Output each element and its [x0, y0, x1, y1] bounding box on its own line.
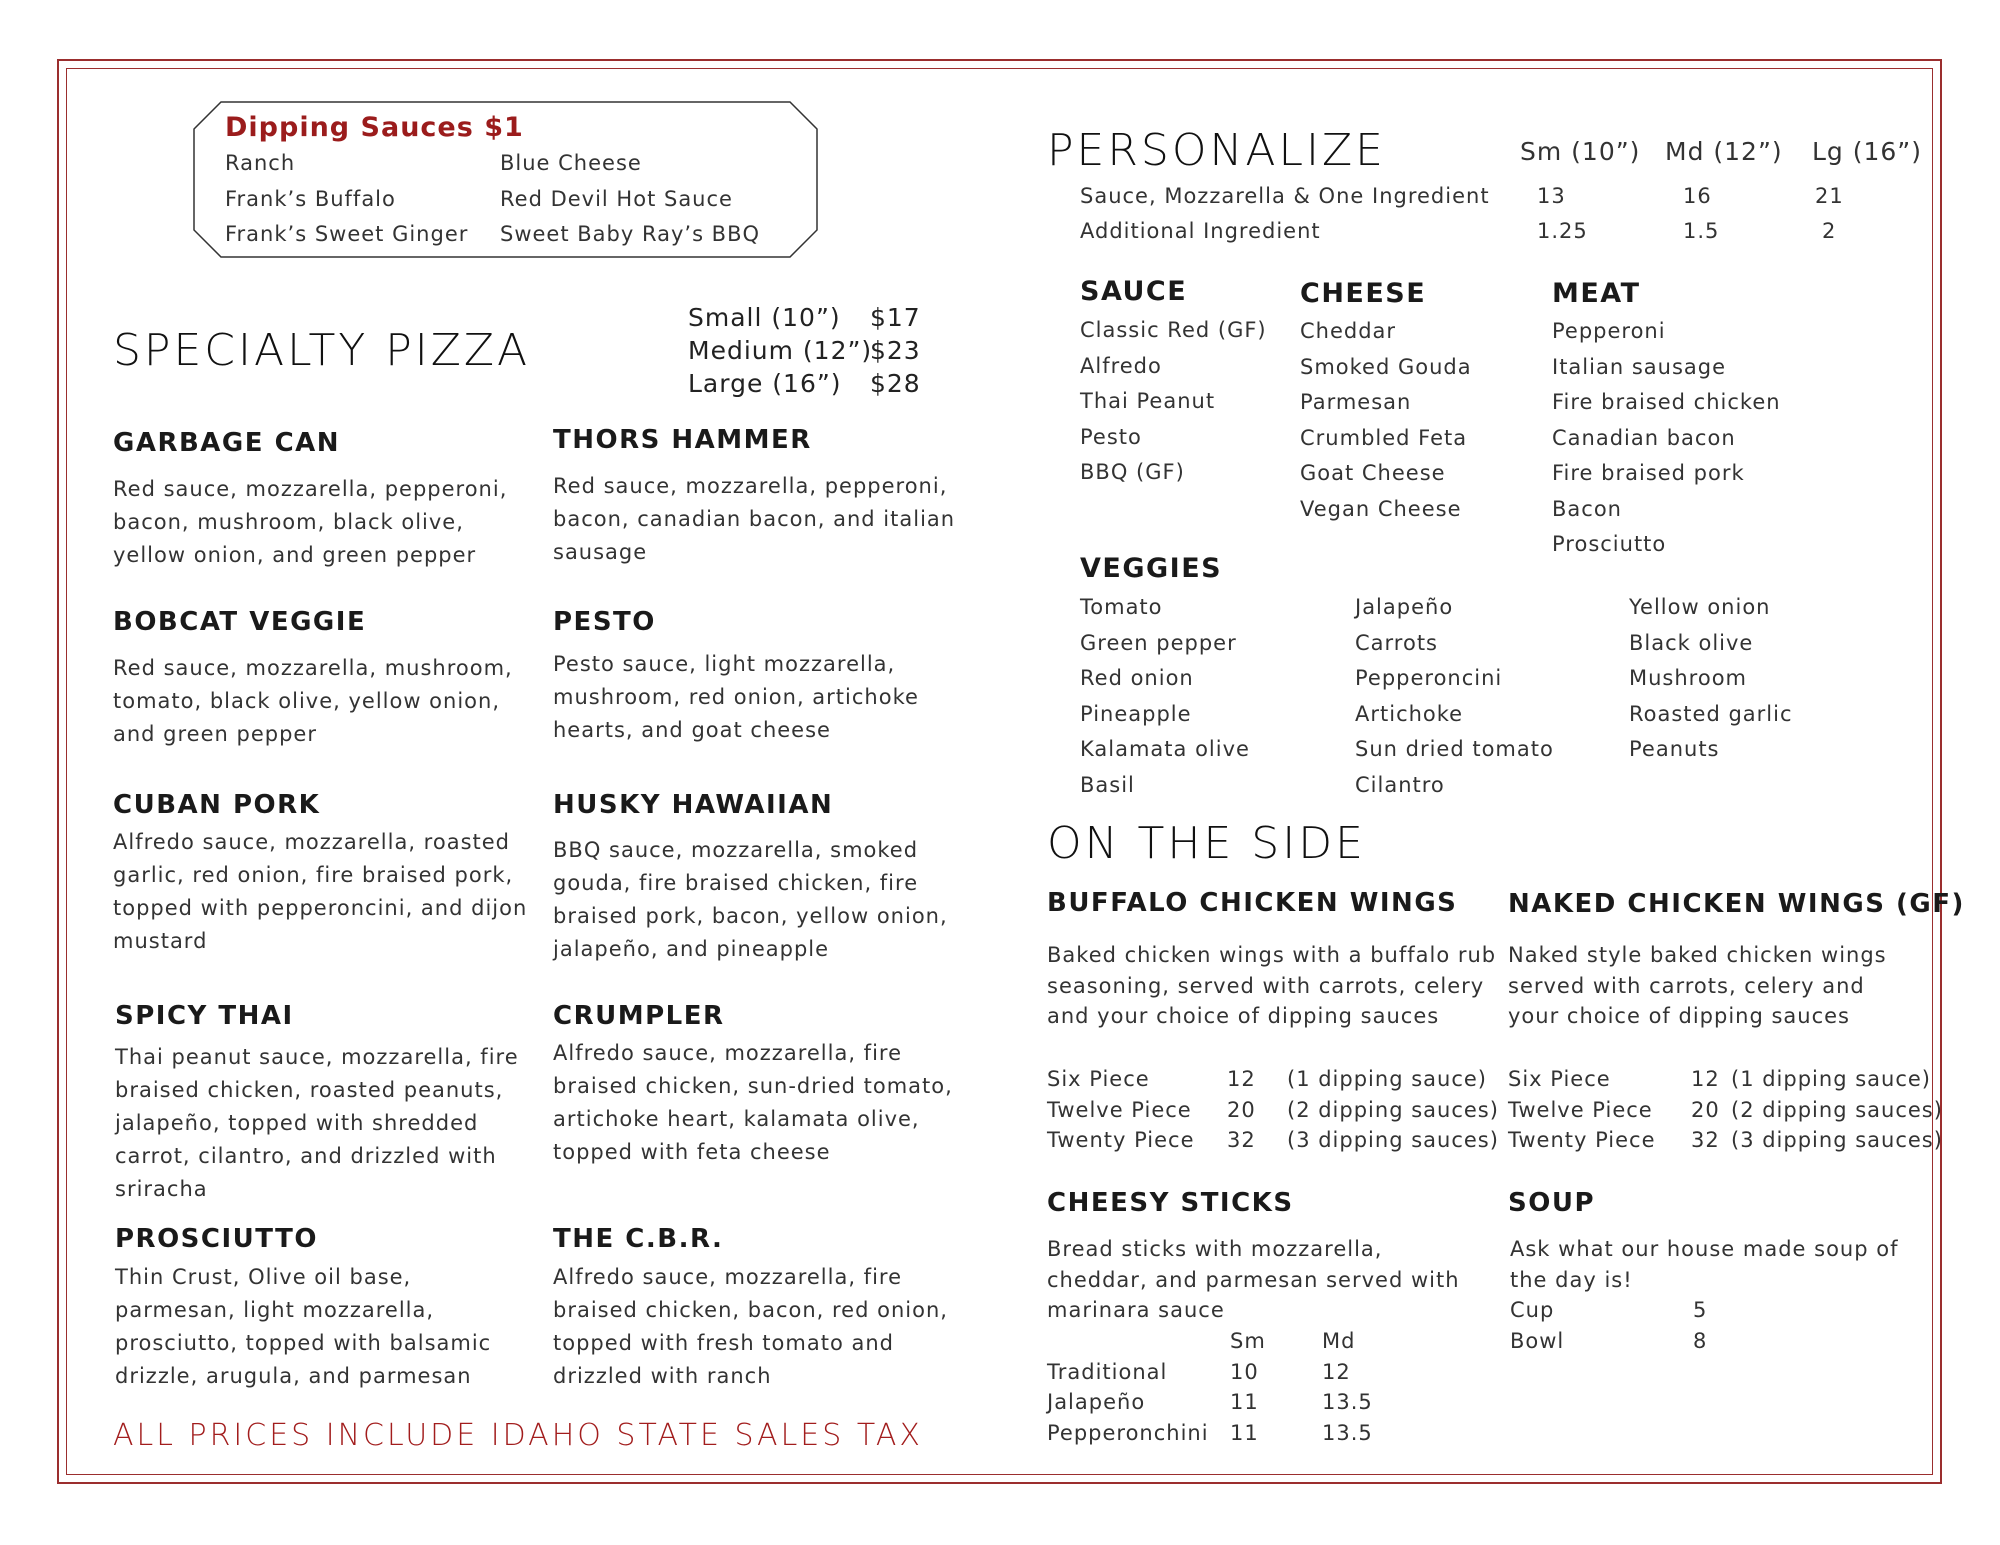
- dipping-sauce-item: Ranch: [225, 151, 296, 175]
- price-value: 20: [1227, 1097, 1256, 1122]
- price-value: 10: [1230, 1359, 1259, 1384]
- veggies-list: [1629, 590, 1793, 768]
- pizza-description: BBQ sauce, mozzarella, smoked gouda, fire braised chicken, fire braised pork, bacon, yellow onion, jalapeño, and pineapple: [553, 838, 948, 961]
- personalize-price: 16: [1683, 184, 1712, 208]
- price-note: (3 dipping sauces): [1287, 1128, 1499, 1152]
- veggie-item: Artichoke: [1355, 701, 1464, 726]
- sauce-item: Thai Peanut: [1080, 389, 1216, 413]
- size-price: $28: [870, 369, 921, 398]
- sauce-item: Pesto: [1080, 424, 1142, 449]
- veggie-item: Tomato: [1080, 595, 1163, 619]
- dipping-sauce-item: Frank’s Sweet Ginger: [225, 222, 469, 246]
- pizza-description: Pesto sauce, light mozzarella, mushroom, red onion, artichoke hearts, and goat cheese: [553, 652, 919, 742]
- veggie-item: Carrots: [1355, 630, 1438, 655]
- pizza-name: CRUMPLER: [553, 1001, 725, 1031]
- dipping-sauce-item: Red Devil Hot Sauce: [500, 187, 733, 211]
- price-label: Twelve Piece: [1047, 1097, 1192, 1122]
- pizza-description: Alfredo sauce, mozzarella, fire braised chicken, bacon, red onion, topped with fresh tomato and drizzled with ranch: [553, 1265, 948, 1388]
- side-item-name: CHEESY STICKS: [1047, 1188, 1294, 1218]
- tax-note: ALL PRICES INCLUDE IDAHO STATE SALES TAX: [113, 1418, 923, 1453]
- meat-list: [1552, 314, 1781, 563]
- cheesy-sticks-prices: [1047, 1326, 1373, 1448]
- meat-item: Pepperoni: [1552, 319, 1666, 343]
- price-value: 12: [1227, 1067, 1256, 1091]
- veggies-list: [1355, 590, 1554, 803]
- veggie-item: Jalapeño: [1355, 595, 1454, 619]
- meat-item: Italian sausage: [1552, 354, 1726, 379]
- naked-wings-prices: [1508, 1064, 1943, 1156]
- veggie-item: Black olive: [1629, 630, 1754, 655]
- veggies-heading: VEGGIES: [1080, 553, 1223, 584]
- price-note: (3 dipping sauces): [1731, 1128, 1943, 1152]
- price-value: 12: [1691, 1067, 1720, 1091]
- pizza-description: Thin Crust, Olive oil base, parmesan, light mozzarella, prosciutto, topped with balsamic drizzle, arugula, and parmesan: [115, 1265, 492, 1388]
- pizza-description: Alfredo sauce, mozzarella, fire braised chicken, sun-dried tomato, artichoke heart, kalamata olive, topped with feta cheese: [553, 1041, 953, 1164]
- personalize-price: 2: [1822, 219, 1837, 243]
- price-note: (1 dipping sauce): [1287, 1067, 1487, 1091]
- veggie-item: Pepperoncini: [1355, 666, 1503, 690]
- cheese-item: Crumbled Feta: [1300, 425, 1468, 450]
- veggie-item: Kalamata olive: [1080, 737, 1250, 761]
- side-item-description: Ask what our house made soup of the day is!: [1510, 1237, 1899, 1292]
- price-label: Cup: [1510, 1298, 1555, 1322]
- veggie-item: Green pepper: [1080, 630, 1237, 655]
- price-label: Traditional: [1047, 1359, 1168, 1384]
- meat-item: Fire braised pork: [1552, 461, 1745, 485]
- cheese-heading: CHEESE: [1300, 278, 1427, 309]
- sauce-list: [1080, 313, 1267, 491]
- price-value: 13.5: [1322, 1390, 1373, 1414]
- price-value: 8: [1693, 1328, 1708, 1353]
- price-value: 32: [1227, 1128, 1256, 1152]
- dipping-sauce-item: Frank’s Buffalo: [225, 187, 396, 211]
- price-value: 13.5: [1322, 1420, 1373, 1445]
- price-label: Six Piece: [1047, 1067, 1150, 1091]
- soup-prices: [1510, 1295, 1707, 1356]
- pizza-description: Red sauce, mozzarella, pepperoni, bacon, mushroom, black olive, yellow onion, and green pepper: [113, 477, 508, 567]
- cheese-item: Smoked Gouda: [1300, 354, 1472, 379]
- personalize-price: 13: [1537, 184, 1566, 208]
- pizza-name: GARBAGE CAN: [113, 428, 341, 458]
- price-label: Pepperonchini: [1047, 1420, 1209, 1445]
- personalize-price: 21: [1815, 184, 1844, 208]
- price-value: 5: [1693, 1298, 1708, 1322]
- veggie-item: Basil: [1080, 772, 1135, 797]
- specialty-pizza-title: SPECIALTY PIZZA: [113, 325, 531, 376]
- cheese-list: [1300, 314, 1472, 527]
- on-the-side-title: ON THE SIDE: [1047, 818, 1366, 869]
- price-label: Twenty Piece: [1047, 1128, 1195, 1152]
- price-header: Sm: [1230, 1329, 1266, 1353]
- veggie-item: Cilantro: [1355, 772, 1445, 797]
- pizza-name: BOBCAT VEGGIE: [113, 607, 367, 637]
- veggie-item: Mushroom: [1629, 666, 1748, 690]
- dipping-sauce-item: Sweet Baby Ray’s BBQ: [500, 222, 761, 246]
- pizza-name: CUBAN PORK: [113, 790, 321, 820]
- side-item-description: Bread sticks with mozzarella, cheddar, and parmesan served with marinara sauce: [1047, 1237, 1460, 1322]
- pizza-name: THE C.B.R.: [553, 1224, 724, 1254]
- price-value: 12: [1322, 1359, 1351, 1384]
- side-item-description: Naked style baked chicken wings served with carrots, celery and your choice of dipping sauces: [1508, 943, 1887, 1028]
- pizza-name: SPICY THAI: [115, 1001, 294, 1031]
- meat-item: Fire braised chicken: [1552, 390, 1781, 414]
- price-note: (1 dipping sauce): [1731, 1067, 1931, 1091]
- price-value: 11: [1230, 1420, 1259, 1445]
- price-value: 11: [1230, 1390, 1259, 1414]
- veggies-list: [1080, 590, 1250, 803]
- pizza-name: HUSKY HAWAIIAN: [553, 790, 834, 820]
- cheese-item: Cheddar: [1300, 319, 1397, 343]
- pizza-description: Red sauce, mozzarella, mushroom, tomato, black olive, yellow onion, and green pepper: [113, 656, 513, 746]
- size-price: $17: [870, 303, 921, 332]
- meat-item: Bacon: [1552, 496, 1622, 521]
- price-label: Bowl: [1510, 1328, 1565, 1353]
- sauce-heading: SAUCE: [1080, 276, 1188, 307]
- pizza-name: PROSCIUTTO: [115, 1224, 318, 1254]
- side-item-name: NAKED CHICKEN WINGS (GF): [1508, 889, 1965, 919]
- price-label: Twelve Piece: [1508, 1097, 1653, 1122]
- personalize-size-header: Sm (10”): [1520, 137, 1641, 166]
- personalize-title: PERSONALIZE: [1047, 125, 1386, 176]
- sauce-item: Alfredo: [1080, 353, 1162, 378]
- side-item-name: SOUP: [1508, 1188, 1595, 1218]
- size-label: Medium (12”): [688, 336, 873, 365]
- personalize-row-label: Additional Ingredient: [1080, 219, 1321, 243]
- veggie-item: Pineapple: [1080, 701, 1192, 726]
- cheese-item: Vegan Cheese: [1300, 496, 1462, 521]
- veggie-item: Red onion: [1080, 666, 1194, 690]
- pizza-description: Red sauce, mozzarella, pepperoni, bacon, canadian bacon, and italian sausage: [553, 474, 956, 564]
- pizza-name: PESTO: [553, 607, 656, 637]
- side-item-name: BUFFALO CHICKEN WINGS: [1047, 888, 1458, 918]
- side-item-description: Baked chicken wings with a buffalo rub seasoning, served with carrots, celery and your choice of dipping sauces: [1047, 943, 1497, 1028]
- personalize-size-header: Md (12”): [1665, 137, 1783, 166]
- cheese-item: Goat Cheese: [1300, 461, 1446, 485]
- price-label: Twenty Piece: [1508, 1128, 1656, 1152]
- buffalo-wings-prices: [1047, 1064, 1499, 1156]
- price-label: Jalapeño: [1047, 1390, 1146, 1414]
- price-note: (2 dipping sauces): [1287, 1097, 1499, 1122]
- pizza-name: THORS HAMMER: [553, 425, 812, 455]
- veggie-item: Roasted garlic: [1629, 701, 1793, 726]
- price-value: 32: [1691, 1128, 1720, 1152]
- price-note: (2 dipping sauces): [1731, 1097, 1943, 1122]
- veggie-item: Yellow onion: [1629, 595, 1771, 619]
- personalize-price: 1.25: [1537, 219, 1588, 243]
- personalize-price: 1.5: [1683, 219, 1720, 243]
- dipping-sauces-title: Dipping Sauces $1: [225, 112, 524, 143]
- veggie-item: Peanuts: [1629, 737, 1720, 761]
- sauce-item: Classic Red (GF): [1080, 318, 1267, 342]
- meat-item: Prosciutto: [1552, 532, 1667, 556]
- size-label: Small (10”): [688, 303, 841, 332]
- pizza-description: Alfredo sauce, mozzarella, roasted garlic, red onion, fire braised pork, topped with pepperoncini, and dijon mustard: [113, 830, 528, 953]
- pizza-description: Thai peanut sauce, mozzarella, fire braised chicken, roasted peanuts, jalapeño, topped with shredded carrot, cilantro, and drizzled with sriracha: [115, 1045, 519, 1201]
- cheese-item: Parmesan: [1300, 390, 1412, 414]
- size-price: $23: [870, 336, 921, 365]
- veggie-item: Sun dried tomato: [1355, 737, 1554, 761]
- price-value: 20: [1691, 1097, 1720, 1122]
- meat-heading: MEAT: [1552, 278, 1641, 309]
- price-header: Md: [1322, 1329, 1356, 1353]
- sauce-item: BBQ (GF): [1080, 460, 1185, 484]
- meat-item: Canadian bacon: [1552, 425, 1736, 450]
- personalize-size-header: Lg (16”): [1812, 137, 1923, 166]
- size-label: Large (16”): [688, 369, 842, 398]
- personalize-row-label: Sauce, Mozzarella & One Ingredient: [1080, 184, 1490, 208]
- price-label: Six Piece: [1508, 1067, 1611, 1091]
- dipping-sauce-item: Blue Cheese: [500, 151, 642, 175]
